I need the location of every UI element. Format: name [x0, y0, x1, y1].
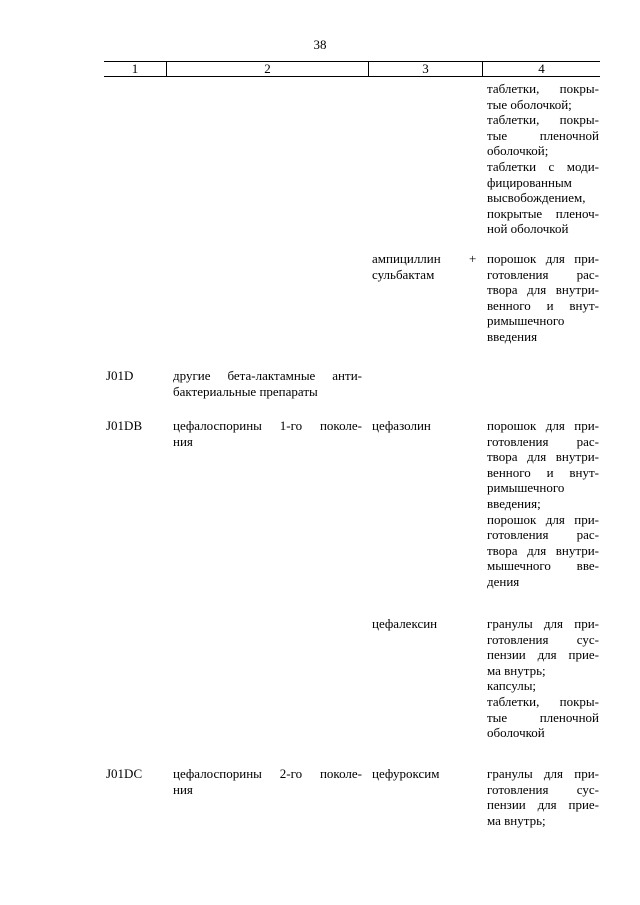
group-name-line: цефалоспорины 1-го поколе-	[173, 418, 362, 433]
dosage-forms-line: оболочкой;	[487, 143, 549, 159]
dosage-forms-line: пензии для прие-	[487, 797, 599, 813]
dosage-forms-line: римышечного	[487, 480, 565, 496]
dosage-forms-line: твора для внутри-	[487, 449, 599, 465]
drug-name-line: цефазолин	[372, 418, 431, 433]
drug-name	[372, 251, 477, 282]
group-name	[173, 368, 362, 399]
dosage-forms-line: гранулы для при-	[487, 616, 599, 631]
dosage-forms-line: высвобождением,	[487, 190, 586, 206]
group-name-line: другие бета-лактамные анти-	[173, 368, 362, 383]
dosage-forms-line: твора для внутри-	[487, 542, 599, 558]
dosage-forms-line: введения;	[487, 495, 541, 511]
drug-name-line: цефуроксим	[372, 766, 440, 781]
dosage-forms-line: готовления сус-	[487, 631, 599, 647]
dosage-forms-line: готовления рас-	[487, 433, 599, 449]
combination-plus: +	[469, 251, 477, 266]
dosage-forms-line: ма внутрь;	[487, 662, 546, 678]
dosage-forms-line: гранулы для при-	[487, 766, 599, 781]
dosage-forms-line: таблетки, покры-	[487, 81, 599, 96]
drug-name-line: сульбактам	[372, 266, 435, 282]
group-name-line: ния	[173, 781, 193, 797]
header-col-1: 1	[131, 61, 139, 76]
dosage-forms	[487, 251, 599, 345]
dosage-forms-line: порошок для при-	[487, 418, 599, 433]
page-number: 38	[313, 37, 327, 52]
group-name-line: цефалоспорины 2-го поколе-	[173, 766, 362, 781]
header-col-4: 4	[538, 61, 545, 76]
group-name-line: ния	[173, 433, 193, 449]
dosage-forms-line: фицированным	[487, 174, 572, 190]
atc-code: J01DB	[106, 418, 143, 433]
dosage-forms-line: покрытые пленоч-	[487, 205, 599, 221]
dosage-forms-line: римышечного	[487, 313, 565, 329]
dosage-forms-line: пензии для прие-	[487, 647, 599, 663]
drug-name-line: ампициллин	[372, 251, 441, 266]
group-name	[173, 418, 362, 449]
dosage-forms-line: венного и внут-	[487, 464, 599, 480]
header-col-2: 2	[264, 61, 271, 76]
dosage-forms	[487, 418, 599, 590]
dosage-forms-line: венного и внут-	[487, 297, 599, 313]
drug-name	[372, 766, 477, 782]
dosage-forms-line: твора для внутри-	[487, 282, 599, 298]
dosage-forms	[487, 766, 599, 828]
drug-name-line: цефалексин	[372, 616, 438, 631]
dosage-forms-line: таблетки, покры-	[487, 693, 599, 709]
dosage-forms-line: тые пленочной	[487, 127, 599, 143]
dosage-forms-line: тые пленочной	[487, 709, 599, 725]
group-name-line: бактериальные препараты	[173, 383, 318, 399]
dosage-forms-line: готовления рас-	[487, 266, 599, 282]
dosage-forms-line: тые оболочкой;	[487, 96, 572, 112]
dosage-forms-line: готовления сус-	[487, 781, 599, 797]
dosage-forms-line: дения	[487, 573, 520, 589]
dosage-forms-line: порошок для при-	[487, 511, 599, 527]
drug-name	[372, 616, 477, 632]
dosage-forms-line: оболочкой	[487, 725, 545, 741]
dosage-forms	[487, 616, 599, 741]
dosage-forms-line: капсулы;	[487, 678, 537, 694]
atc-code: J01D	[106, 368, 134, 383]
dosage-forms-line: таблетки, покры-	[487, 112, 599, 128]
dosage-forms-line: ной оболочкой	[487, 221, 569, 237]
dosage-forms-line: таблетки с моди-	[487, 158, 599, 174]
dosage-forms	[487, 81, 599, 237]
dosage-forms-line: порошок для при-	[487, 251, 599, 266]
table-header	[104, 61, 600, 77]
dosage-forms-line: ма внутрь;	[487, 812, 546, 828]
dosage-forms-line: введения	[487, 328, 538, 344]
group-name	[173, 766, 362, 797]
atc-code: J01DC	[106, 766, 143, 781]
header-col-3: 3	[422, 61, 429, 76]
drug-name	[372, 418, 477, 434]
dosage-forms-line: мышечного вве-	[487, 558, 599, 574]
dosage-forms-line: готовления рас-	[487, 527, 599, 543]
